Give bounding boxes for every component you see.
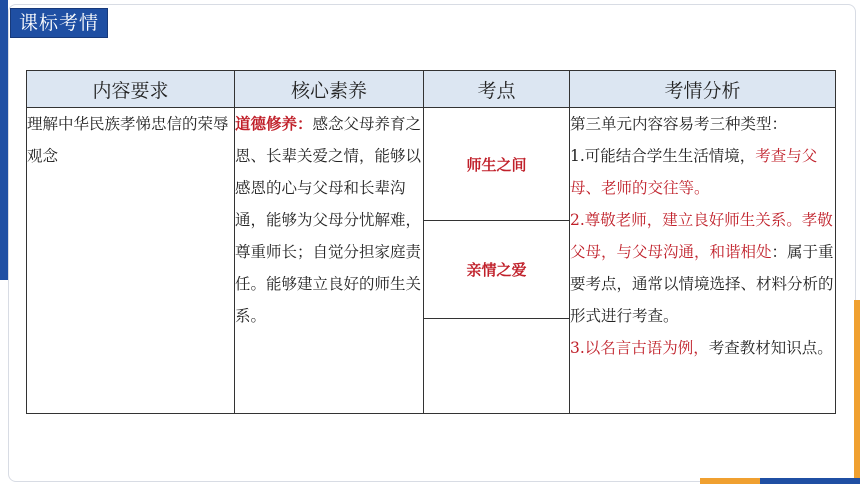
analysis-item2-plain: ：属于重要考点，通常以情境选择、材料分析的形式进行考查。 (570, 243, 834, 325)
analysis-intro: 第三单元内容容易考三种类型： (570, 115, 788, 133)
literacy-cell (235, 108, 424, 414)
left-accent-bar (0, 0, 8, 280)
analysis-item3-highlight: 3.以名言古语为例， (570, 339, 709, 357)
analysis-item2-highlight: 2.尊敬老师，建立良好师生关系。孝敬父母，与父母沟通，和谐相处 (570, 211, 833, 261)
analysis-item3-plain: 考查教材知识点。 (708, 339, 833, 357)
requirement-text: 理解中华民族孝悌忠信的荣辱观念 (27, 115, 229, 165)
literacy-text (235, 108, 423, 332)
exam-point-family-love: 亲情之爱 (466, 261, 527, 279)
exam-point-cell (424, 108, 570, 221)
analysis-item1-plain: 1.可能结合学生生活情境， (570, 147, 756, 165)
literacy-label: 道德修养： (235, 114, 313, 133)
decorative-orange-strip (854, 300, 860, 484)
table-header-row (27, 71, 836, 108)
decorative-bottom-strip-orange (700, 478, 760, 484)
column-header-literacy: 核心素养 (235, 71, 424, 108)
analysis-cell (570, 108, 836, 414)
analysis-item1-highlight: 考查与父母、老师的交往等。 (570, 147, 818, 197)
exam-point-teacher-student: 师生之间 (466, 155, 527, 174)
curriculum-table (26, 70, 836, 414)
column-header-analysis: 考情分析 (570, 71, 836, 108)
column-header-requirement: 内容要求 (27, 71, 235, 108)
requirement-cell (27, 108, 235, 414)
analysis-text (570, 108, 835, 364)
table-row (27, 108, 836, 221)
exam-point-cell (424, 221, 570, 319)
column-header-exam-point: 考点 (424, 71, 570, 108)
decorative-bottom-strip (760, 478, 860, 484)
exam-point-cell-empty (424, 319, 570, 414)
section-title: 课标考情 (10, 8, 108, 38)
literacy-body: 感念父母养育之恩、长辈关爱之情，能够以感恩的心与父母和长辈沟通，能够为父母分忧解难，尊重师长；自觉分担家庭责任。能够建立良好的师生关系。 (235, 115, 422, 325)
